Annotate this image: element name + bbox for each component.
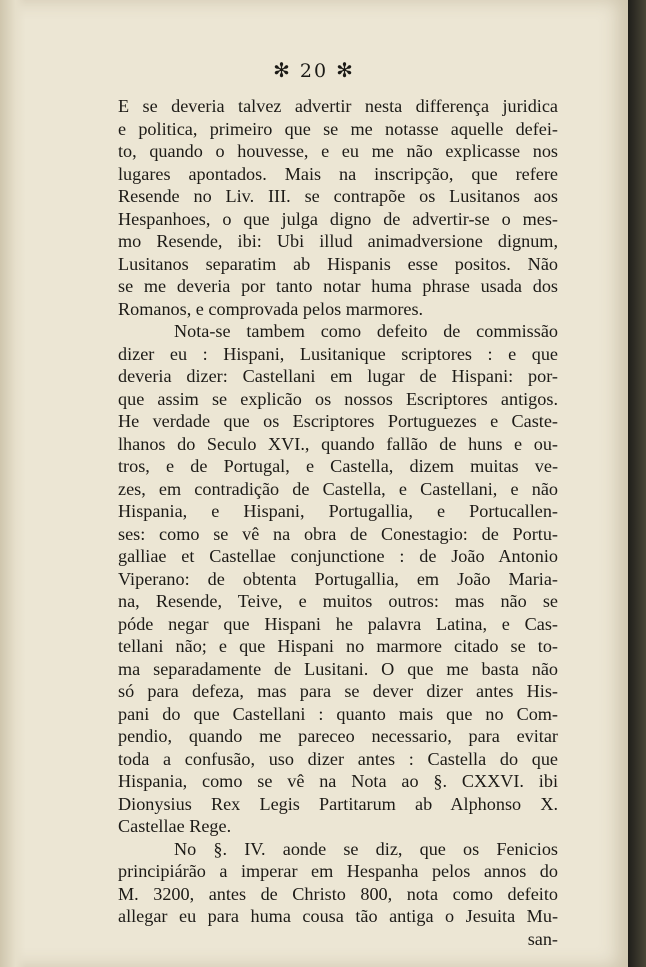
page-number: 20 [299, 60, 329, 82]
ornament-left-icon: ✻ [273, 58, 292, 82]
text-line [118, 410, 558, 433]
text-line [118, 725, 558, 748]
text-line [118, 433, 558, 456]
text-line [118, 185, 558, 208]
text-line [118, 860, 558, 883]
text-line-content: dizer eu : Hispani, Lusitanique scriptores : e que [118, 343, 558, 364]
text-line [118, 388, 558, 411]
text-line-content: que assim se explicão os nossos Escriptores antigos. [118, 388, 558, 409]
text-line [118, 883, 558, 906]
text-line-content: Nota-se tambem como defeito de commissão [174, 321, 558, 341]
text-line-content: Hespanhoes, o que julga digno de advertir-se o mes- [118, 208, 558, 229]
text-line-content: tros, e de Portugal, e Castella, dizem muitas ve- [118, 456, 558, 476]
text-line-content: pani do que Castellani : quanto mais que no Com- [118, 703, 558, 724]
text-line [118, 140, 558, 163]
text-line [118, 298, 558, 321]
text-line [118, 770, 558, 793]
text-line [118, 208, 558, 231]
text-line [118, 590, 558, 613]
text-line [118, 793, 558, 816]
text-line-content: lugares apontados. Mais na inscripção, que refere [118, 163, 558, 184]
text-line-content: Castellae Rege. [118, 816, 232, 836]
text-line-content: Dionysius Rex Legis Partitarum ab Alphonso X. [118, 793, 558, 814]
text-line [118, 838, 558, 861]
text-line-content: pendio, quando me pareceo necessario, para evitar [118, 726, 558, 746]
text-line [118, 680, 558, 703]
text-line-content: He verdade que os Escriptores Portuguezes e Caste- [118, 411, 558, 431]
text-line [118, 253, 558, 276]
text-line [118, 703, 558, 726]
ornament-right-icon: ✻ [336, 58, 355, 82]
text-line [118, 343, 558, 366]
text-line-content: allegar eu para huma cousa tão antiga o Jesuita Mu- [118, 906, 558, 926]
text-line [118, 500, 558, 523]
text-line-content: e politica, primeiro que se me notasse aquelle defei- [118, 118, 558, 139]
text-line [118, 275, 558, 298]
text-line [118, 478, 558, 501]
text-line-content: se me deveria por tanto notar huma phrase usada dos [118, 276, 558, 296]
text-line-content: M. 3200, antes de Christo 800, nota como defeito [118, 883, 558, 904]
text-line-content: ma separadamente de Lusitani. O que me basta não [118, 658, 558, 679]
text-line [118, 545, 558, 568]
text-line-content: Hispania, como se vê na Nota ao §. CXXVI. ibi [118, 771, 558, 791]
body-text [118, 95, 558, 950]
text-line-content: Romanos, e comprovada pelos marmores. [118, 298, 424, 319]
text-line-content: mo Resende, ibi: Ubi illud animadversione dignum, [118, 231, 558, 251]
text-line-content: ses: como se vê na obra de Conestagio: de Portu- [118, 523, 558, 544]
text-line [118, 455, 558, 478]
text-line-content: No §. IV. aonde se diz, que os Fenicios [174, 838, 558, 859]
text-line [118, 523, 558, 546]
text-line-content: Resende no Liv. III. se contrapõe os Lusitanos aos [118, 186, 558, 206]
text-line [118, 365, 558, 388]
text-line-content: toda a confusão, uso dizer antes : Castella do que [118, 748, 558, 769]
page-gutter-shadow [0, 0, 26, 967]
text-line [118, 635, 558, 658]
text-line [118, 905, 558, 928]
text-line-content: Lusitanos separatim ab Hispanis esse positos. Não [118, 253, 558, 274]
text-line [118, 230, 558, 253]
text-line-content: na, Resende, Teive, e muitos outros: mas não se [118, 591, 558, 611]
text-line-content: só para defeza, mas para se dever dizer antes His- [118, 681, 558, 701]
text-line-content: principiárão a imperar em Hespanha pelos annos do [118, 861, 558, 881]
text-line [118, 815, 558, 838]
text-line [118, 163, 558, 186]
text-line-content: lhanos do Seculo XVI., quando fallão de huns e ou- [118, 433, 558, 454]
text-line-content: zes, em contradição de Castella, e Castellani, e não [118, 478, 558, 499]
text-line-content: E se deveria talvez advertir nesta differença juridica [118, 96, 558, 116]
text-line-content: galliae et Castellae conjunctione : de João Antonio [118, 546, 558, 566]
text-line [118, 658, 558, 681]
text-line [118, 568, 558, 591]
page-header [0, 58, 628, 82]
text-line [118, 118, 558, 141]
text-line-content: póde negar que Hispani he palavra Latina, e Cas- [118, 613, 558, 634]
text-line-content: Hispania, e Hispani, Portugallia, e Portucallen- [118, 501, 558, 521]
text-line-content: tellani não; e que Hispani no marmore citado se to- [118, 636, 558, 656]
book-edge [628, 0, 646, 967]
text-line [118, 748, 558, 771]
text-line [118, 613, 558, 636]
text-line [118, 95, 558, 118]
text-line-content: deveria dizer: Castellani em lugar de Hispani: por- [118, 366, 558, 386]
text-line [118, 320, 558, 343]
text-line-content: to, quando o houvesse, e eu me não explicasse nos [118, 141, 558, 161]
text-line-content: san- [527, 928, 558, 949]
text-line-content: Viperano: de obtenta Portugallia, em João Maria- [118, 568, 558, 589]
text-line [118, 928, 558, 951]
